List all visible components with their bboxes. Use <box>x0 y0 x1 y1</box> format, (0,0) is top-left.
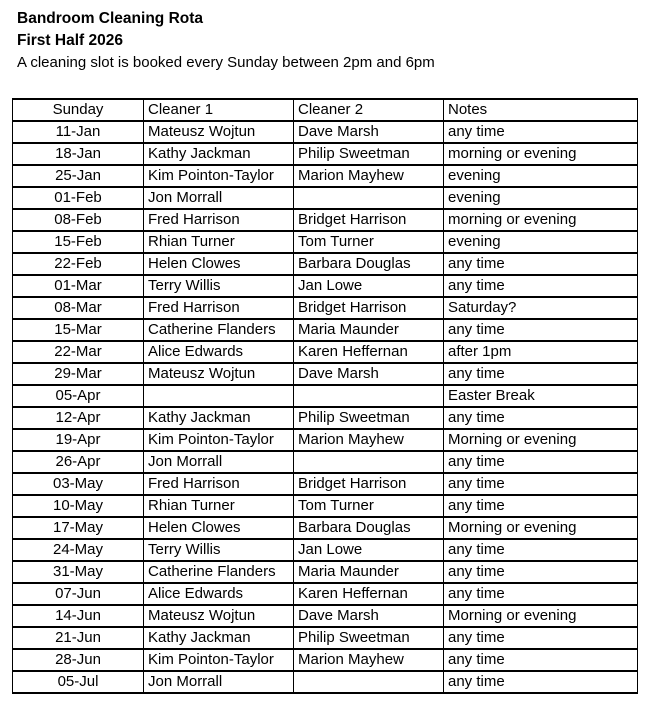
table-row <box>13 561 638 583</box>
cell-cleaner1: Terry Willis <box>144 275 294 297</box>
cell-notes: evening <box>444 165 638 187</box>
column-header-notes: Notes <box>444 99 638 121</box>
cell-sunday: 15-Feb <box>13 231 144 253</box>
cell-notes: evening <box>444 231 638 253</box>
table-row <box>13 627 638 649</box>
cell-sunday: 22-Mar <box>13 341 144 363</box>
cell-cleaner2 <box>294 187 444 209</box>
cell-notes: any time <box>444 495 638 517</box>
cell-notes: any time <box>444 539 638 561</box>
cell-sunday: 11-Jan <box>13 121 144 143</box>
cell-sunday: 08-Mar <box>13 297 144 319</box>
table-row <box>13 671 638 693</box>
cell-notes: any time <box>444 275 638 297</box>
table-row <box>13 165 638 187</box>
cell-cleaner1: Mateusz Wojtun <box>144 121 294 143</box>
table-row <box>13 473 638 495</box>
cell-notes: any time <box>444 319 638 341</box>
table-row <box>13 121 638 143</box>
table-row <box>13 143 638 165</box>
cell-cleaner1: Jon Morrall <box>144 187 294 209</box>
cell-cleaner1: Jon Morrall <box>144 671 294 693</box>
cell-cleaner1: Helen Clowes <box>144 253 294 275</box>
table-row <box>13 649 638 671</box>
column-header-sunday: Sunday <box>13 99 144 121</box>
cell-notes: any time <box>444 407 638 429</box>
cell-cleaner1: Mateusz Wojtun <box>144 605 294 627</box>
table-row <box>13 385 638 407</box>
table-row <box>13 539 638 561</box>
table-row <box>13 275 638 297</box>
cell-notes: Morning or evening <box>444 517 638 539</box>
cell-notes: any time <box>444 671 638 693</box>
cell-cleaner2: Marion Mayhew <box>294 429 444 451</box>
cell-cleaner2: Karen Heffernan <box>294 583 444 605</box>
cell-sunday: 29-Mar <box>13 363 144 385</box>
cell-notes: evening <box>444 187 638 209</box>
cell-sunday: 19-Apr <box>13 429 144 451</box>
cell-sunday: 26-Apr <box>13 451 144 473</box>
cell-cleaner1: Kathy Jackman <box>144 143 294 165</box>
cell-cleaner2: Philip Sweetman <box>294 627 444 649</box>
cell-notes: Easter Break <box>444 385 638 407</box>
table-row <box>13 341 638 363</box>
table-row <box>13 187 638 209</box>
cell-sunday: 17-May <box>13 517 144 539</box>
cell-cleaner2: Karen Heffernan <box>294 341 444 363</box>
cell-cleaner2: Dave Marsh <box>294 605 444 627</box>
cleaning-rota-table <box>12 98 638 694</box>
cell-notes: any time <box>444 627 638 649</box>
table-row <box>13 253 638 275</box>
cell-cleaner2: Tom Turner <box>294 231 444 253</box>
table-row <box>13 517 638 539</box>
cell-sunday: 12-Apr <box>13 407 144 429</box>
cell-sunday: 28-Jun <box>13 649 144 671</box>
cell-notes: Morning or evening <box>444 429 638 451</box>
rota-table-body <box>13 121 638 693</box>
cell-notes: any time <box>444 253 638 275</box>
document-title: Bandroom Cleaning Rota <box>17 10 204 27</box>
table-row <box>13 495 638 517</box>
cell-cleaner1: Alice Edwards <box>144 583 294 605</box>
cell-cleaner1 <box>144 385 294 407</box>
document-description: A cleaning slot is booked every Sunday between 2pm and 6pm <box>17 54 435 71</box>
cell-notes: morning or evening <box>444 209 638 231</box>
table-row <box>13 209 638 231</box>
cell-sunday: 31-May <box>13 561 144 583</box>
cell-cleaner1: Kim Pointon-Taylor <box>144 649 294 671</box>
cell-cleaner2: Bridget Harrison <box>294 209 444 231</box>
cell-sunday: 05-Jul <box>13 671 144 693</box>
cell-cleaner2: Marion Mayhew <box>294 649 444 671</box>
cell-cleaner2: Jan Lowe <box>294 539 444 561</box>
cell-notes: any time <box>444 363 638 385</box>
cell-sunday: 18-Jan <box>13 143 144 165</box>
cell-cleaner1: Fred Harrison <box>144 297 294 319</box>
cell-cleaner1: Kim Pointon-Taylor <box>144 165 294 187</box>
cell-cleaner2: Philip Sweetman <box>294 407 444 429</box>
cell-cleaner1: Kim Pointon-Taylor <box>144 429 294 451</box>
table-row <box>13 363 638 385</box>
cell-cleaner1: Terry Willis <box>144 539 294 561</box>
cell-cleaner2: Barbara Douglas <box>294 253 444 275</box>
document-header <box>17 8 435 74</box>
cell-notes: any time <box>444 473 638 495</box>
cell-notes: Saturday? <box>444 297 638 319</box>
cell-notes: morning or evening <box>444 143 638 165</box>
table-row <box>13 583 638 605</box>
cell-cleaner1: Fred Harrison <box>144 209 294 231</box>
column-header-cleaner1: Cleaner 1 <box>144 99 294 121</box>
cell-notes: any time <box>444 583 638 605</box>
cell-cleaner2: Philip Sweetman <box>294 143 444 165</box>
table-row <box>13 319 638 341</box>
cell-sunday: 01-Mar <box>13 275 144 297</box>
table-row <box>13 407 638 429</box>
cell-cleaner1: Fred Harrison <box>144 473 294 495</box>
table-row <box>13 297 638 319</box>
cell-notes: after 1pm <box>444 341 638 363</box>
cell-cleaner1: Rhian Turner <box>144 495 294 517</box>
cell-sunday: 08-Feb <box>13 209 144 231</box>
cell-cleaner1: Jon Morrall <box>144 451 294 473</box>
cell-sunday: 25-Jan <box>13 165 144 187</box>
document-subtitle-period: First Half 2026 <box>17 32 123 49</box>
table-row <box>13 451 638 473</box>
cell-sunday: 14-Jun <box>13 605 144 627</box>
cell-cleaner2 <box>294 385 444 407</box>
cell-sunday: 10-May <box>13 495 144 517</box>
cell-sunday: 15-Mar <box>13 319 144 341</box>
cell-notes: any time <box>444 121 638 143</box>
cell-sunday: 22-Feb <box>13 253 144 275</box>
cell-cleaner1: Kathy Jackman <box>144 627 294 649</box>
table-header-row <box>13 99 638 121</box>
cell-cleaner2: Jan Lowe <box>294 275 444 297</box>
cell-notes: Morning or evening <box>444 605 638 627</box>
cell-sunday: 21-Jun <box>13 627 144 649</box>
column-header-cleaner2: Cleaner 2 <box>294 99 444 121</box>
cell-cleaner2: Dave Marsh <box>294 121 444 143</box>
cell-sunday: 24-May <box>13 539 144 561</box>
cell-cleaner2: Maria Maunder <box>294 561 444 583</box>
cell-cleaner2: Tom Turner <box>294 495 444 517</box>
cell-sunday: 03-May <box>13 473 144 495</box>
cell-notes: any time <box>444 561 638 583</box>
cell-cleaner1: Alice Edwards <box>144 341 294 363</box>
cell-cleaner1: Mateusz Wojtun <box>144 363 294 385</box>
cell-cleaner1: Catherine Flanders <box>144 319 294 341</box>
cell-cleaner1: Catherine Flanders <box>144 561 294 583</box>
cell-cleaner2: Dave Marsh <box>294 363 444 385</box>
cell-sunday: 07-Jun <box>13 583 144 605</box>
cell-cleaner2: Bridget Harrison <box>294 473 444 495</box>
cell-sunday: 01-Feb <box>13 187 144 209</box>
cell-cleaner2: Barbara Douglas <box>294 517 444 539</box>
table-row <box>13 429 638 451</box>
table-row <box>13 605 638 627</box>
cell-cleaner1: Rhian Turner <box>144 231 294 253</box>
cell-notes: any time <box>444 451 638 473</box>
cell-notes: any time <box>444 649 638 671</box>
cell-cleaner1: Helen Clowes <box>144 517 294 539</box>
cell-sunday: 05-Apr <box>13 385 144 407</box>
cell-cleaner2: Bridget Harrison <box>294 297 444 319</box>
cell-cleaner2: Maria Maunder <box>294 319 444 341</box>
table-row <box>13 231 638 253</box>
cell-cleaner2: Marion Mayhew <box>294 165 444 187</box>
cell-cleaner1: Kathy Jackman <box>144 407 294 429</box>
cell-cleaner2 <box>294 451 444 473</box>
cell-cleaner2 <box>294 671 444 693</box>
